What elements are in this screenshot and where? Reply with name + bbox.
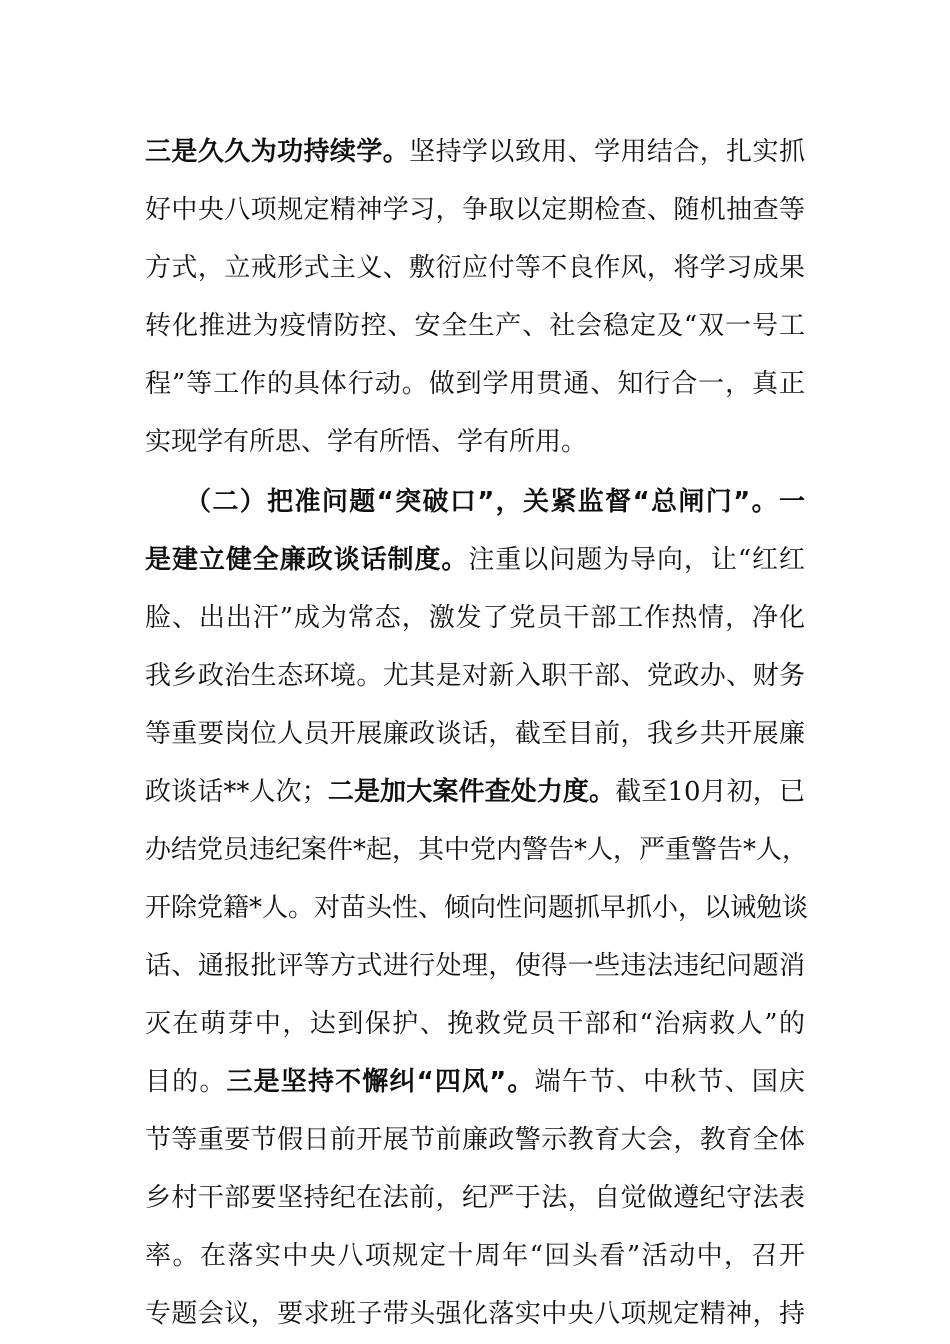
- text-segment: 截至10月初，已: [615, 777, 805, 807]
- text-segment: 话、通报批评等方式进行处理，使得一些违法违纪问题消: [145, 951, 805, 981]
- text-segment: 政谈话**人次；: [145, 777, 328, 807]
- text-line: [145, 427, 805, 457]
- text-line: [145, 137, 805, 167]
- bold-phrase: 三是久久为功持续学。: [145, 137, 410, 167]
- text-segment: 好中央八项规定精神学习，争取以定期检查、随机抽查等: [145, 195, 805, 225]
- text-segment: 程”等工作的具体行动。做到学用贯通、知行合一，真正: [145, 369, 805, 399]
- text-line: [185, 487, 805, 517]
- text-line: [145, 1241, 805, 1271]
- text-line: [145, 951, 805, 981]
- text-line: [145, 661, 805, 691]
- text-line: [145, 1009, 805, 1039]
- text-segment: 坚持学以致用、学用结合，扎实抓: [409, 137, 805, 167]
- text-segment: 我乡政治生态环境。尤其是对新入职干部、党政办、财务: [145, 661, 805, 691]
- text-line: [145, 545, 805, 575]
- text-line: [145, 719, 805, 749]
- text-line: [145, 603, 805, 633]
- text-line: [145, 195, 805, 225]
- text-segment: 转化推进为疫情防控、安全生产、社会稳定及“双一号工: [145, 311, 805, 341]
- text-segment: 专题会议，要求班子带头强化落实中央八项规定精神，持: [145, 1299, 805, 1329]
- bold-phrase: （二）把准问题“突破口”，关紧监督“总闸门”。一: [185, 487, 805, 517]
- text-segment: 乡村干部要坚持纪在法前，纪严于法，自觉做遵纪守法表: [145, 1183, 805, 1213]
- text-line: [145, 1067, 805, 1097]
- text-segment: 实现学有所思、学有所悟、学有所用。: [145, 427, 588, 457]
- text-line: [145, 1299, 805, 1329]
- text-line: [145, 777, 805, 807]
- text-segment: 灭在萌芽中，达到保护、挽救党员干部和“治病救人”的: [145, 1009, 805, 1039]
- text-line: [145, 1183, 805, 1213]
- text-segment: 目的。: [145, 1067, 227, 1097]
- text-line: [145, 893, 809, 923]
- text-segment: 率。在落实中央八项规定十周年“回头看”活动中，召开: [145, 1241, 805, 1271]
- text-segment: 方式，立戒形式主义、敷衍应付等不良作风，将学习成果: [145, 253, 805, 283]
- text-line: [145, 311, 805, 341]
- text-segment: 等重要岗位人员开展廉政谈话，截至目前，我乡共开展廉: [145, 719, 805, 749]
- text-line: [145, 1125, 805, 1155]
- text-line: [145, 253, 805, 283]
- bold-phrase: 二是加大案件查处力度。: [327, 777, 616, 807]
- text-segment: 注重以问题为导向，让“红红: [468, 545, 805, 575]
- text-segment: 端午节、中秋节、国庆: [534, 1067, 805, 1097]
- text-segment: 脸、出出汗”成为常态，激发了党员干部工作热情，净化: [145, 603, 805, 633]
- text-line: [145, 369, 805, 399]
- bold-phrase: 是建立健全廉政谈话制度。: [145, 545, 469, 575]
- text-segment: 节等重要节假日前开展节前廉政警示教育大会，教育全体: [145, 1125, 805, 1155]
- text-segment: 办结党员违纪案件*起，其中党内警告*人，严重警告*人，: [145, 835, 809, 865]
- text-segment: 开除党籍*人。对苗头性、倾向性问题抓早抓小，以诫勉谈: [145, 893, 809, 923]
- bold-phrase: 三是坚持不懈纠“四风”。: [226, 1067, 535, 1097]
- text-line: [145, 835, 809, 865]
